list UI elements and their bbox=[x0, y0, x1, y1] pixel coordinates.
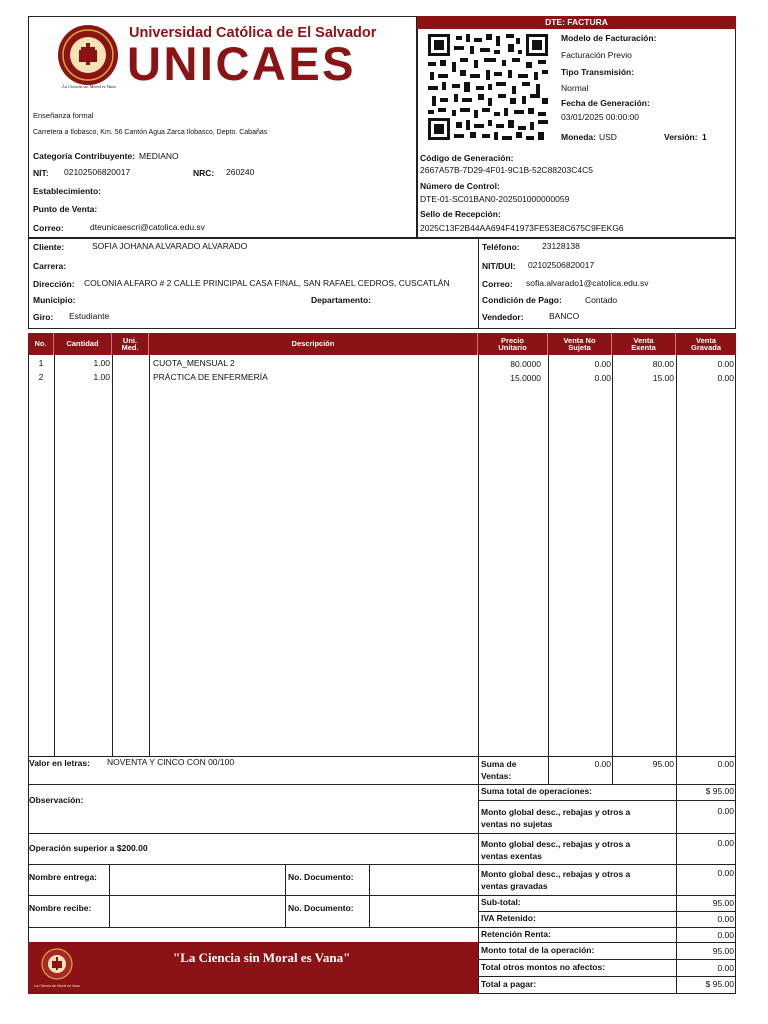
version-label: Versión: bbox=[664, 132, 698, 142]
table-row-1-description: CUOTA_MENSUAL 2 bbox=[153, 358, 235, 368]
career-label: Carrera: bbox=[33, 261, 67, 271]
table-row-1-exempt: 80.00 bbox=[652, 359, 674, 369]
iva-withheld-label: IVA Retenido: bbox=[481, 913, 536, 923]
currency-label: Moneda: bbox=[561, 132, 596, 142]
client-email-value: sofia.alvarado1@catolica.edu.sv bbox=[526, 278, 649, 288]
table-row-1-price: 80.0000 bbox=[510, 359, 541, 369]
payment-condition-value: Contado bbox=[585, 295, 618, 305]
table-row-2-description: PRÁCTICA DE ENFERMERÍA bbox=[153, 372, 268, 382]
observation-label: Observación: bbox=[29, 795, 84, 805]
delivered-by-label: Nombre entrega: bbox=[29, 872, 98, 882]
discount-exempt-label: Monto global desc., rebajas y otros a ventas exentas bbox=[481, 839, 631, 862]
reception-seal-label: Sello de Recepción: bbox=[420, 209, 501, 219]
issuer-nit-value: 02102506820017 bbox=[64, 167, 131, 177]
col-header-exempt: Venta Exenta bbox=[612, 333, 676, 355]
sales-sum-non-subject: 0.00 bbox=[594, 759, 611, 769]
category-value: MEDIANO bbox=[139, 151, 179, 161]
issuer-activity: Enseñanza formal bbox=[33, 111, 94, 120]
col-header-price: Precio Unitario bbox=[478, 333, 548, 355]
generation-date-value: 03/01/2025 00:00:00 bbox=[561, 112, 639, 122]
footer-seal-motto: La Ciencia sin Moral es Vana bbox=[34, 984, 80, 988]
generation-code-label: Código de Generación: bbox=[420, 153, 514, 163]
items-table bbox=[28, 333, 736, 757]
total-operations-label: Suma total de operaciones: bbox=[481, 786, 592, 796]
income-withholding-label: Retención Renta: bbox=[481, 929, 551, 939]
discount-taxed-value: 0.00 bbox=[717, 868, 734, 878]
billing-model-value: Facturación Previo bbox=[561, 50, 632, 60]
generation-code-value: 2667A57B-7D29-4F01-9C1B-52C88203C4C5 bbox=[420, 165, 593, 175]
discount-taxed-label: Monto global desc., rebajas y otros a ventas gravadas bbox=[481, 869, 631, 892]
client-nit-value: 02102506820017 bbox=[528, 260, 595, 270]
table-row-2-no: 2 bbox=[38, 372, 44, 382]
discount-exempt-value: 0.00 bbox=[717, 838, 734, 848]
sales-sum-label: Suma de Ventas: bbox=[481, 759, 517, 782]
col-header-no: No. bbox=[28, 333, 54, 355]
table-row-2-taxed: 0.00 bbox=[717, 373, 734, 383]
income-withholding-value: 0.00 bbox=[717, 930, 734, 940]
client-address-label: Dirección: bbox=[33, 279, 75, 289]
table-row-2-exempt: 15.00 bbox=[652, 373, 674, 383]
amount-in-words-value: NOVENTA Y CINCO CON 00/100 bbox=[107, 757, 235, 767]
client-value: SOFIA JOHANA ALVARADO ALVARADO bbox=[92, 241, 248, 251]
issuer-nrc-label: NRC: bbox=[193, 168, 215, 178]
table-row-2-non-subject: 0.00 bbox=[594, 373, 611, 383]
total-to-pay-value: $ 95.00 bbox=[705, 979, 734, 989]
received-doc-number-label: No. Documento: bbox=[288, 903, 354, 913]
transmission-label: Tipo Transmisión: bbox=[561, 67, 635, 77]
discount-non-subject-value: 0.00 bbox=[717, 806, 734, 816]
subtotal-value: 95.00 bbox=[712, 898, 734, 908]
qr-code bbox=[426, 32, 550, 142]
col-header-qty: Cantidad bbox=[54, 333, 112, 355]
university-name: Universidad Católica de El Salvador bbox=[129, 25, 377, 41]
client-email-label: Correo: bbox=[482, 279, 513, 289]
footer-motto: "La Ciencia sin Moral es Vana" bbox=[173, 950, 351, 965]
control-number-value: DTE-01-SC01BAN0-202501000000059 bbox=[420, 194, 570, 204]
department-label: Departamento: bbox=[311, 295, 371, 305]
table-row-1-non-subject: 0.00 bbox=[594, 359, 611, 369]
billing-model-label: Modelo de Facturación: bbox=[561, 33, 657, 43]
category-label: Categoría Contribuyente: bbox=[33, 151, 136, 161]
phone-value: 23128138 bbox=[542, 241, 580, 251]
table-row-1-taxed: 0.00 bbox=[717, 359, 734, 369]
phone-label: Teléfono: bbox=[482, 242, 520, 252]
issuer-nrc-value: 260240 bbox=[226, 167, 255, 177]
version-value: 1 bbox=[702, 132, 707, 142]
other-amounts-value: 0.00 bbox=[717, 963, 734, 973]
col-header-non-subject: Venta No Sujeta bbox=[548, 333, 612, 355]
pos-label: Punto de Venta: bbox=[33, 204, 98, 214]
client-address-value: COLONIA ALFARO # 2 CALLE PRINCIPAL CASA FINAL, SAN RAFAEL CEDROS, CUSCATLÁN bbox=[84, 278, 450, 288]
other-amounts-label: Total otros montos no afectos: bbox=[481, 962, 606, 972]
col-header-taxed: Venta Gravada bbox=[690, 335, 722, 352]
transmission-value: Normal bbox=[561, 83, 589, 93]
table-row-2-price: 15.0000 bbox=[510, 373, 541, 383]
total-operations-value: $ 95.00 bbox=[705, 786, 734, 796]
giro-label: Giro: bbox=[33, 312, 54, 322]
received-by-label: Nombre recibe: bbox=[29, 903, 92, 913]
payment-condition-label: Condición de Pago: bbox=[482, 295, 562, 305]
seal-motto: La Ciencia sin Moral es Vana bbox=[62, 84, 116, 89]
operation-total-label: Monto total de la operación: bbox=[481, 945, 595, 955]
sales-sum-taxed: 0.00 bbox=[717, 759, 734, 769]
giro-value: Estudiante bbox=[69, 311, 110, 321]
subtotal-label: Sub-total: bbox=[481, 897, 521, 907]
amount-in-words-label: Valor en letras: bbox=[29, 758, 90, 768]
seller-value: BANCO bbox=[549, 311, 580, 321]
currency-value: USD bbox=[599, 132, 617, 142]
table-row-1-qty: 1.00 bbox=[93, 358, 110, 368]
client-label: Cliente: bbox=[33, 242, 65, 252]
table-row-2-qty: 1.00 bbox=[93, 372, 110, 382]
seller-label: Vendedor: bbox=[482, 312, 524, 322]
reception-seal-value: 2025C13F2B44AA694F41973FE53E8C675C9FEKG6 bbox=[420, 223, 624, 233]
municipality-label: Municipio: bbox=[33, 295, 76, 305]
discount-non-subject-label: Monto global desc., rebajas y otros a ventas no sujetas bbox=[481, 807, 631, 830]
col-header-unit: Uni. Med. bbox=[112, 333, 149, 355]
col-header-description: Descripción bbox=[149, 333, 478, 355]
issuer-email-label: Correo: bbox=[33, 223, 64, 233]
establishment-label: Establecimiento: bbox=[33, 186, 102, 196]
operation-total-value: 95.00 bbox=[712, 946, 734, 956]
sales-sum-exempt: 95.00 bbox=[652, 759, 674, 769]
client-nit-label: NIT/DUI: bbox=[482, 261, 516, 271]
table-row-1-no: 1 bbox=[38, 358, 44, 368]
control-number-label: Número de Control: bbox=[420, 181, 500, 191]
generation-date-label: Fecha de Generación: bbox=[561, 98, 650, 108]
issuer-address: Carretera a Ilobasco, Km. 56 Cantón Agua Zarca Ilobasco, Depto. Cabañas bbox=[33, 129, 268, 136]
issuer-email-value: dteunicaescri@catolica.edu.sv bbox=[90, 222, 205, 232]
issuer-nit-label: NIT: bbox=[33, 168, 49, 178]
university-acronym: UNICAES bbox=[127, 37, 357, 90]
university-seal-logo bbox=[57, 24, 119, 86]
total-to-pay-label: Total a pagar: bbox=[481, 979, 537, 989]
dte-title: DTE: FACTURA bbox=[417, 16, 736, 29]
operation-over-200-label: Operación superior a $200.00 bbox=[29, 843, 148, 853]
delivered-doc-number-label: No. Documento: bbox=[288, 872, 354, 882]
iva-withheld-value: 0.00 bbox=[717, 914, 734, 924]
footer-seal-logo bbox=[41, 948, 73, 980]
